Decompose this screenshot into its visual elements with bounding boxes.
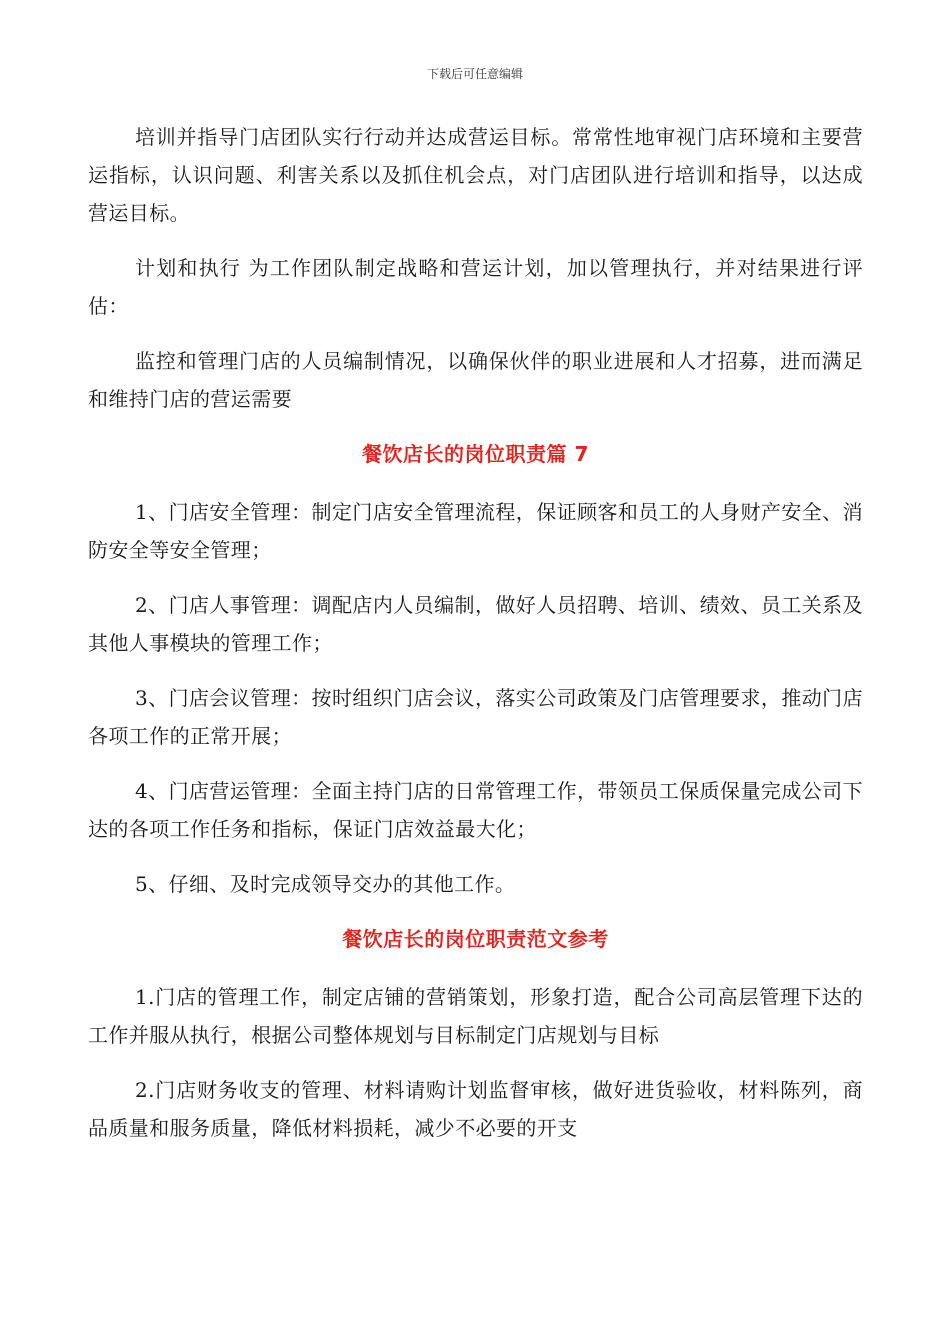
- list-item: 1、门店安全管理：制定门店安全管理流程，保证顾客和员工的人身财产安全、消防安全等安全管理；: [88, 500, 863, 562]
- list-item: 3、门店会议管理：按时组织门店会议，落实公司政策及门店管理要求，推动门店各项工作的正常开展；: [88, 686, 863, 748]
- list-item: 2.门店财务收支的管理、材料请购计划监督审核，做好进货验收，材料陈列，商品质量和服务质量，降低材料损耗，减少不必要的开支: [88, 1078, 863, 1140]
- list-item: 5、仔细、及时完成领导交办的其他工作。: [135, 872, 516, 896]
- document-body: [88, 118, 863, 1147]
- page-header: 下载后可任意编辑: [426, 67, 523, 81]
- paragraph: 计划和执行 为工作团队制定战略和营运计划，加以管理执行，并对结果进行评估：: [88, 256, 863, 318]
- list-item: 4、门店营运管理：全面主持门店的日常管理工作，带领员工保质保量完成公司下达的各项工作任务和指标，保证门店效益最大化；: [88, 779, 863, 841]
- paragraph: 培训并指导门店团队实行行动并达成营运目标。常常性地审视门店环境和主要营运指标，认识问题、利害关系以及抓住机会点，对门店团队进行培训和指导，以达成营运目标。: [88, 125, 863, 225]
- paragraph: 监控和管理门店的人员编制情况，以确保伙伴的职业进展和人才招募，进而满足和维持门店的营运需要: [88, 349, 863, 411]
- section-title: 餐饮店长的岗位职责范文参考: [342, 927, 609, 951]
- list-item: 1.门店的管理工作，制定店铺的营销策划，形象打造，配合公司高层管理下达的工作并服从执行，根据公司整体规划与目标制定门店规划与目标: [88, 985, 863, 1047]
- section-title: 餐饮店长的岗位职责篇 7: [362, 442, 589, 466]
- list-item: 2、门店人事管理：调配店内人员编制，做好人员招聘、培训、绩效、员工关系及其他人事模块的管理工作；: [88, 593, 863, 655]
